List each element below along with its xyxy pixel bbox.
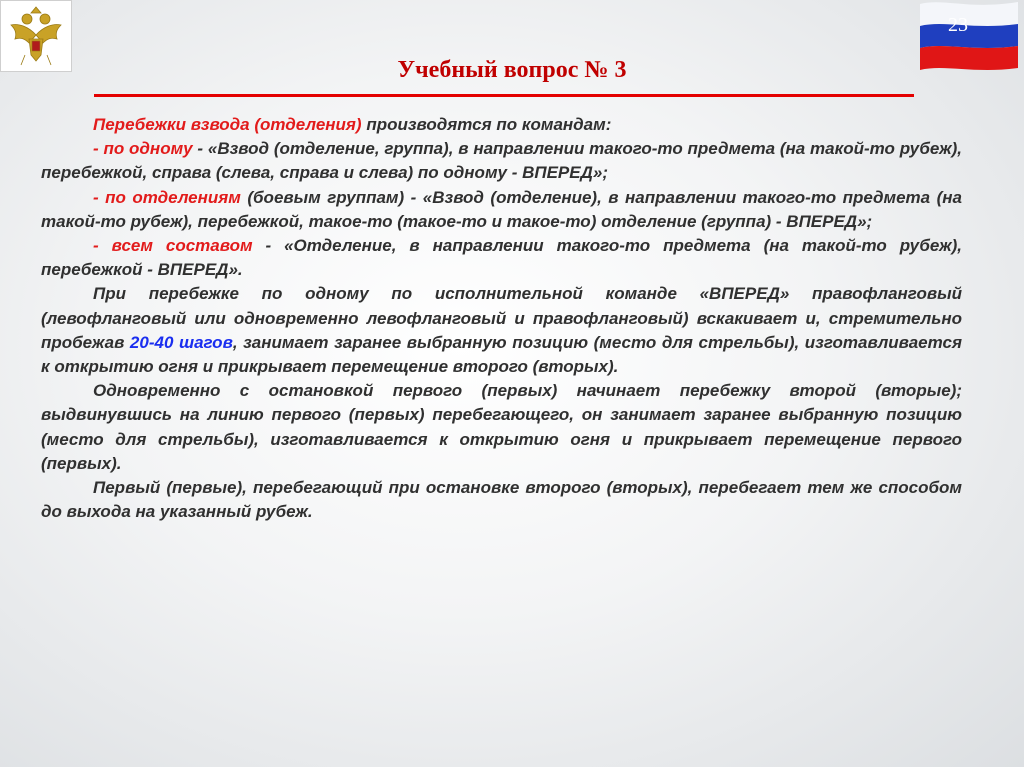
highlight-steps: 20-40 шагов — [129, 332, 233, 352]
paragraph-text: (боевым группам) - «Взвод (отделение), в направлении такого-то предмета (на такой-то рубеж), перебежкой, такое-то (такое-то и такое-то) отделение (группа) - ВПЕРЕД»; — [41, 187, 962, 231]
title-divider — [94, 94, 914, 97]
paragraph-text: При перебежке по одному по исполнительной команде «ВПЕРЕД» правофланговый (левофланговый или одновременно левофланговый и правофланговый) вскакивает и, стремительно пробежав — [41, 284, 962, 352]
term-one-by-one: - по одному — [93, 139, 193, 159]
paragraph-first: Первый (первые), перебегающий при остановке второго (вторых), перебегает тем же способом до выхода на указанный рубеж. — [41, 478, 962, 522]
paragraph-text: производятся по командам: — [361, 115, 612, 134]
term-whole-unit: - всем составом — [93, 236, 253, 256]
body-text — [41, 113, 962, 524]
paragraph-commands — [41, 113, 962, 137]
paragraph-second: Одновременно с остановкой первого (первых) начинает перебежку второй (вторые); выдвинувшись на линию первого (первых) перебегающего, он занимает заранее выбранную позицию (место для стрельбы), изготавливается к открытию огня и прикрывает перемещение первого (первых). — [41, 381, 962, 473]
term-platoon-rushes: Перебежки взвода (отделения) — [93, 115, 362, 134]
paragraph-one-by-one — [41, 137, 962, 185]
paragraph-execution — [41, 282, 962, 379]
page-title: Учебный вопрос № 3 — [397, 57, 627, 83]
paragraph-text: , занимает заранее выбранную позицию (место для стрельбы), изготавливается к открытию огня и прикрывает перемещение второго (вторых). — [41, 332, 962, 377]
slide-number: 23 — [948, 14, 968, 36]
paragraph-text: - «Отделение, в направлении такого-то предмета (на такой-то рубеж), перебежкой - ВПЕРЕД». — [41, 236, 962, 280]
term-by-squads: - по отделениям — [93, 187, 241, 207]
paragraph-whole-unit — [41, 234, 962, 282]
paragraph-by-squads — [41, 186, 962, 234]
paragraph-text: - «Взвод (отделение, группа), в направлении такого-то предмета (на такой-то рубеж), перебежкой, справа (слева, справа и слева) по одному - ВПЕРЕД»; — [41, 139, 962, 183]
